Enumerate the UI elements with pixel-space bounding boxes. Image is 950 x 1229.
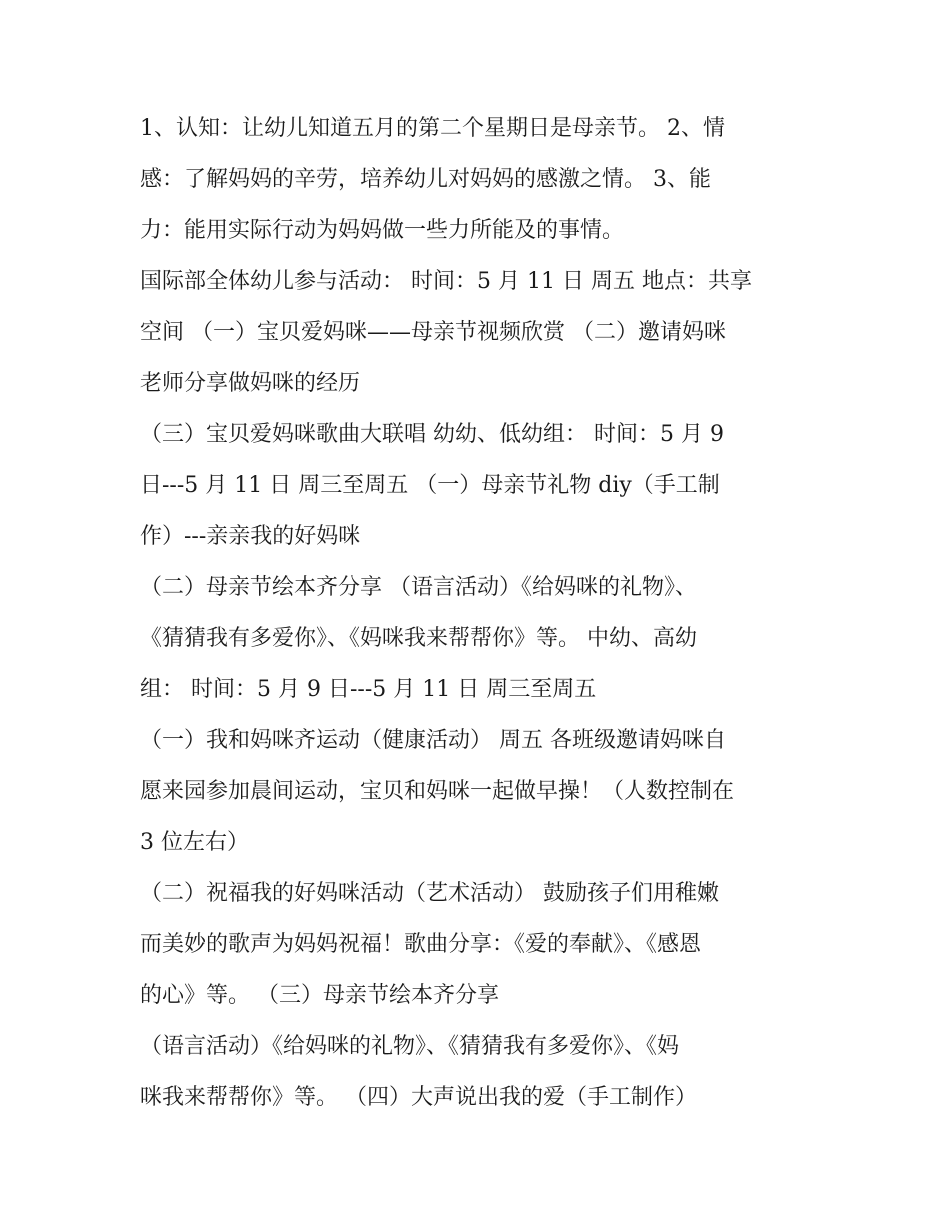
text-line: 日---5 月 11 日 周三至周五 （一）母亲节礼物 diy（手工制 xyxy=(140,473,720,498)
text-line: 愿来园参加晨间运动，宝贝和妈咪一起做早操！（人数控制在 xyxy=(140,779,735,804)
text-line: 《猜猜我有多爱你》、《妈咪我来帮帮你》等。 中幼、高幼 xyxy=(140,626,697,651)
text-line: 组： 时间：5 月 9 日---5 月 11 日 周三至周五 xyxy=(140,677,597,702)
text-line: 3 位左右） xyxy=(140,830,249,855)
text-line: （语言活动）《给妈咪的礼物》、《猜猜我有多爱你》、《妈 xyxy=(140,1034,680,1059)
text-line: 的心》等。 （三）母亲节绘本齐分享 xyxy=(140,983,499,1008)
text-line: 而美妙的歌声为妈妈祝福！歌曲分享：《爱的奉献》、《感恩 xyxy=(140,932,702,957)
text-line: （二）母亲节绘本齐分享 （语言活动）《给妈咪的礼物》、 xyxy=(140,575,697,600)
text-line: 1、认知：让幼儿知道五月的第二个星期日是母亲节。 2、情 xyxy=(140,116,725,141)
text-line: 作）---亲亲我的好妈咪 xyxy=(140,524,361,549)
text-line: 国际部全体幼儿参与活动： 时间：5 月 11 日 周五 地点：共享 xyxy=(140,269,752,294)
text-line: 老师分享做妈咪的经历 xyxy=(140,371,361,396)
text-line: 空间 （一）宝贝爱妈咪——母亲节视频欣赏 （二）邀请妈咪 xyxy=(140,320,726,345)
text-line: （一）我和妈咪齐运动（健康活动） 周五 各班级邀请妈咪自 xyxy=(140,728,726,753)
document-body xyxy=(140,106,830,1126)
text-line: 力：能用实际行动为妈妈做一些力所能及的事情。 xyxy=(140,218,625,243)
text-line: 感：了解妈妈的辛劳，培养幼儿对妈妈的感激之情。 3、能 xyxy=(140,167,711,192)
text-line: （三）宝贝爱妈咪歌曲大联唱 幼幼、低幼组： 时间：5 月 9 xyxy=(140,422,724,447)
text-line: 咪我来帮帮你》等。 （四）大声说出我的爱（手工制作） xyxy=(140,1085,697,1110)
text-line: （二）祝福我的好妈咪活动（艺术活动） 鼓励孩子们用稚嫩 xyxy=(140,881,719,906)
